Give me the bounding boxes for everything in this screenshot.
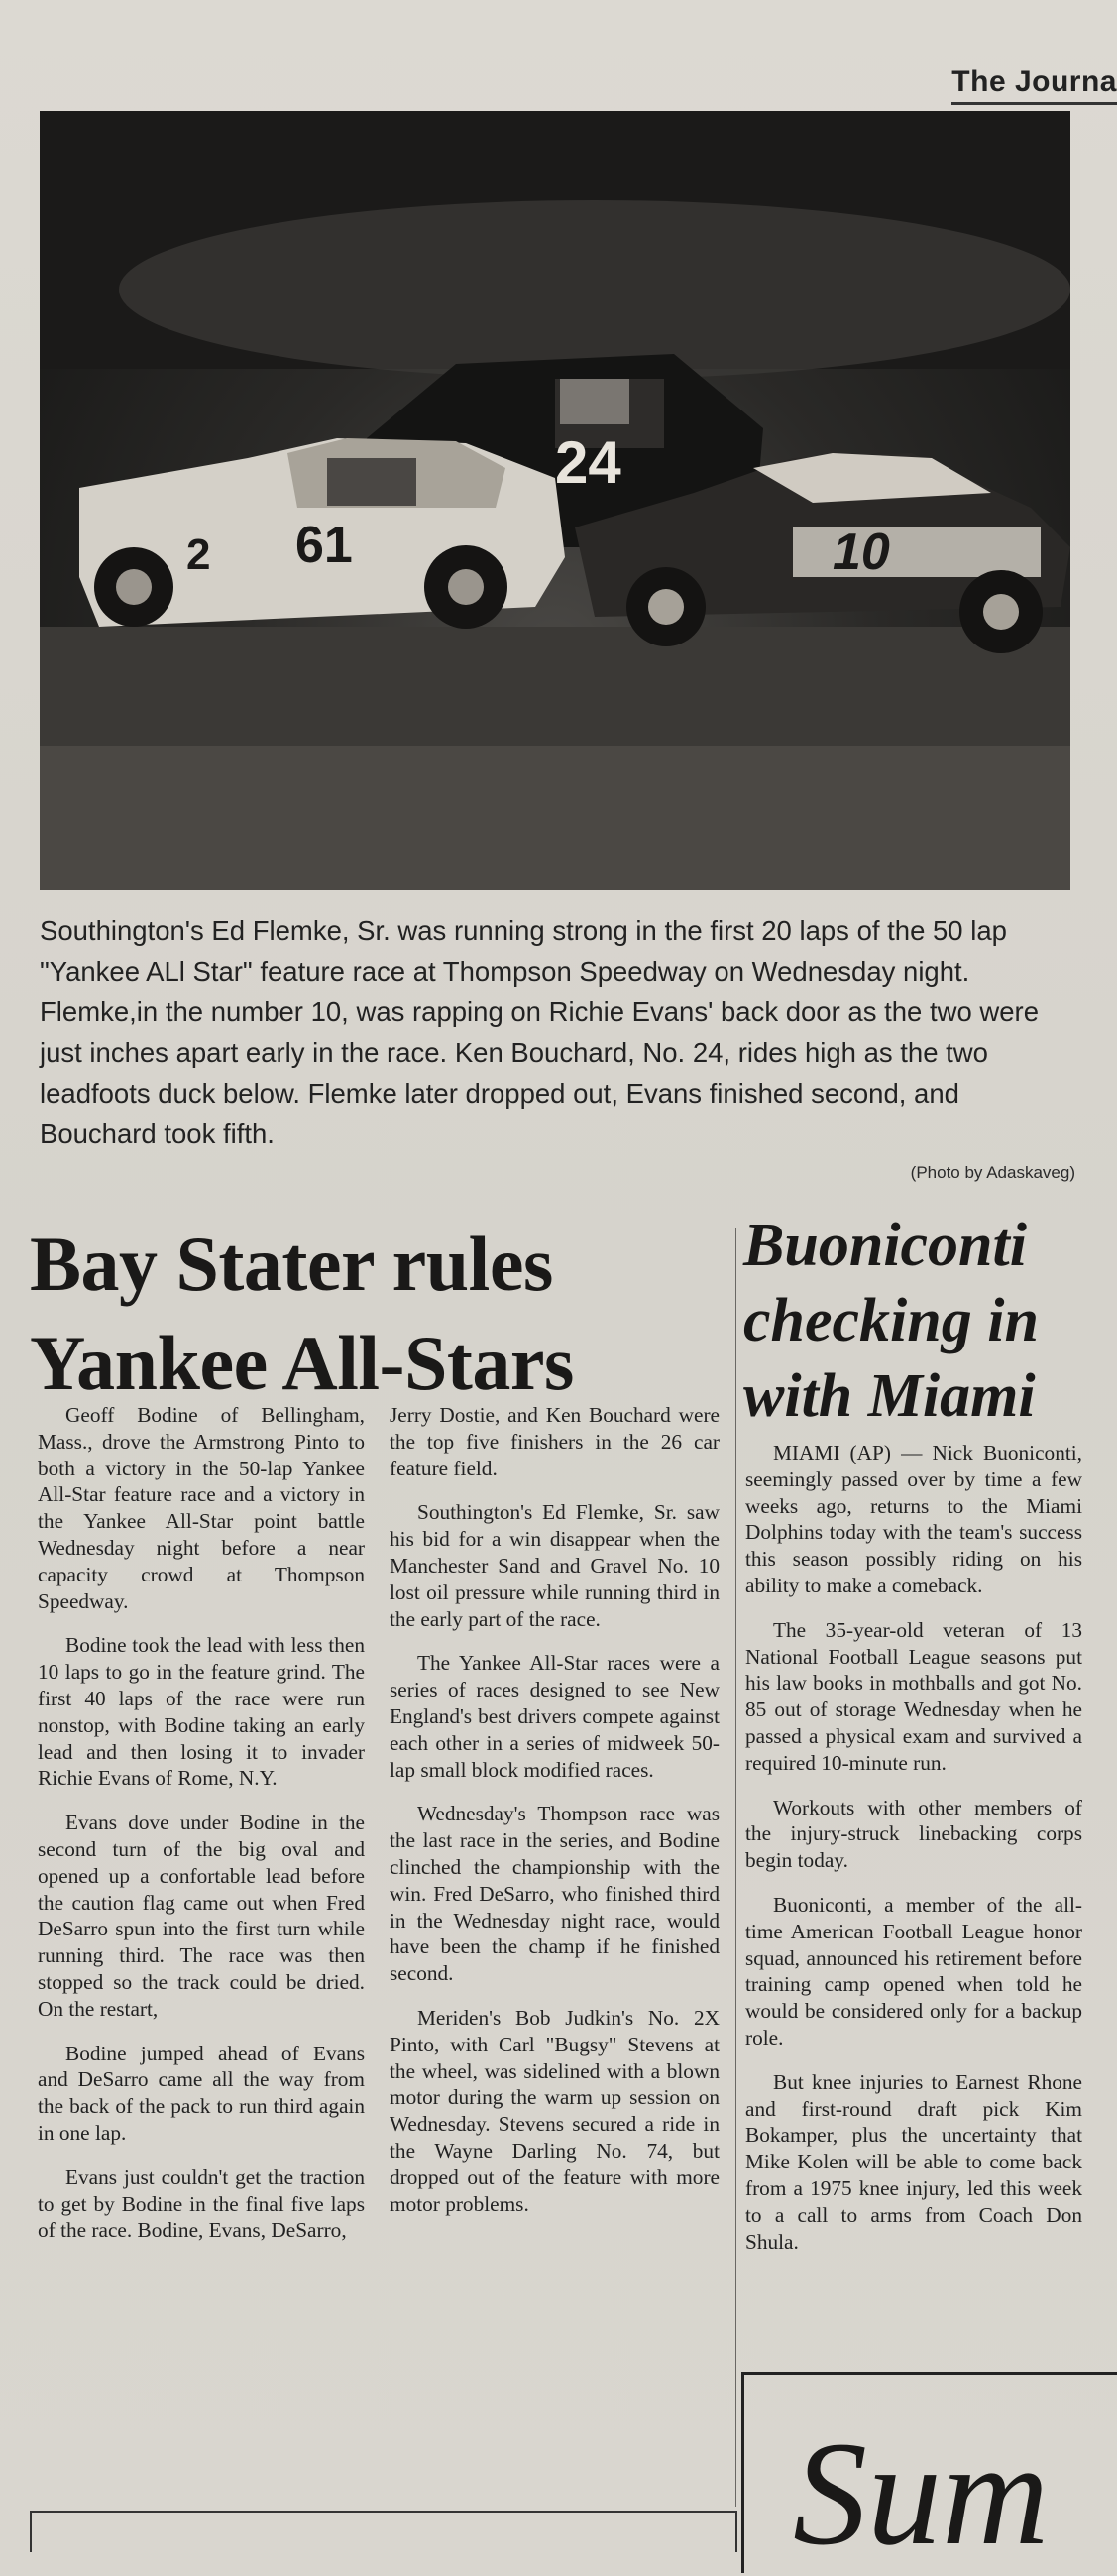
- paragraph: Southington's Ed Flemke, Sr. saw his bid for a win disappear when the Manchester Sand and Gravel No. 10 lost oil pressure while running third in the early part of the race.: [390, 1500, 720, 1631]
- masthead-rule: [951, 102, 1117, 105]
- paragraph: Geoff Bodine of Bellingham, Mass., drove the Armstrong Pinto to both a victory in the 50-lap Yankee All-Star feature race and a victory in the Yankee All-Star point battle Wednesday night before a near capacity crowd at Thompson Speedway.: [38, 1403, 365, 1613]
- paragraph: Bodine took the lead with less then 10 laps to go in the feature grind. The first 40 laps of the race were run nonstop, with Bodine taking an early lead and then losing it to invader Richie Evans of Rome, N.Y.: [38, 1633, 365, 1791]
- paragraph: The 35-year-old veteran of 13 National Football League seasons put his law books in mothballs and got No. 85 out of storage Wednesday when he passed a physical exam and survived a required 10-minute run.: [745, 1617, 1082, 1775]
- paragraph: Wednesday's Thompson race was the last race in the series, and Bodine clinched the championship with the win. Fred DeSarro, who finished third in the Wednesday night race, would have been the champ if he finished second.: [390, 1802, 720, 1986]
- side-story-column: [745, 1440, 1082, 2273]
- paragraph: But knee injuries to Earnest Rhone and first-round draft pick Kim Bokamper, plus the uncertainty that Mike Kolen will be able to come back from a 1975 knee injury, led this week to a call to arms from Coach Don Shula.: [745, 2069, 1082, 2254]
- bottom-border-box: [30, 2511, 737, 2552]
- side-headline-line2: checking in: [743, 1287, 1039, 1354]
- race-photo: [40, 111, 1070, 890]
- main-headline-line1: Bay Stater rules: [30, 1221, 553, 1307]
- main-headline: [30, 1215, 733, 1413]
- side-headline: [743, 1208, 1110, 1434]
- paragraph: Bodine jumped ahead of Evans and DeSarro came all the way from the back of the pack to run third again in one lap.: [38, 2041, 365, 2145]
- photo-caption: Southington's Ed Flemke, Sr. was running strong in the first 20 laps of the 50 lap "Yankee ALl Star" feature race at Thompson Speedway on Wednesday night. Flemke,in the number 10, was rapping on Richie Evans' back door as the two were just inches apart early in the race. Ken Bouchard, No. 24, rides high as the two leadfoots duck below. Flemke later dropped out, Evans finished second, and Bouchard took fifth.: [40, 915, 1039, 1149]
- paragraph: Evans just couldn't get the traction to get by Bodine in the final five laps of the race. Bodine, Evans, DeSarro,: [38, 2165, 365, 2243]
- side-headline-line1: Buoniconti: [743, 1212, 1027, 1279]
- race-photo-drawing: [40, 111, 1070, 890]
- car-number-61: 61: [295, 517, 353, 574]
- car-number-24: 24: [555, 429, 621, 496]
- paragraph: Meriden's Bob Judkin's No. 2X Pinto, with Carl "Bugsy" Stevens at the wheel, was sidelined with a blown motor during the warm up session on Wednesday. Stevens secured a ride in the Wayne Darling No. 74, but dropped out of the feature with more motor problems.: [390, 2005, 720, 2216]
- promo-script-text: Sum: [793, 2411, 1050, 2576]
- paragraph: MIAMI (AP) — Nick Buoniconti, seemingly passed over by time a few weeks ago, returns to the Miami Dolphins today with the team's success this season possibly riding on his ability to make a comeback.: [745, 1441, 1082, 1597]
- car-number-10: 10: [833, 524, 890, 581]
- column-rule: [735, 1228, 736, 2507]
- side-headline-line3: with Miami: [743, 1362, 1036, 1430]
- photo-credit: (Photo by Adaskaveg): [910, 1163, 1075, 1182]
- masthead: The Journa: [951, 65, 1117, 98]
- paragraph: Workouts with other members of the injury-struck linebacking corps begin today.: [745, 1795, 1082, 1873]
- paragraph: Evans dove under Bodine in the second turn of the big oval and opened up a confortable lead before the caution flag came out when Fred DeSarro spun into the first turn while running third. The race was then stopped so the track could be dried. On the restart,: [38, 1811, 365, 2021]
- main-story-column-1: [38, 1402, 365, 2262]
- car-number-2: 2: [186, 530, 211, 579]
- paragraph: Buoniconti, a member of the all-time American Football League honor squad, announced his retirement before training camp opened when told he would be considered only for a backup role.: [745, 1892, 1082, 2049]
- main-story-column-2: [390, 1402, 720, 2235]
- main-headline-line2: Yankee All-Stars: [30, 1320, 574, 1406]
- paragraph: The Yankee All-Star races were a series of races designed to see New England's best drivers compete against each other in a series of midweek 50-lap small block modified races.: [390, 1651, 720, 1782]
- paragraph: Jerry Dostie, and Ken Bouchard were the top five finishers in the 26 car feature field.: [390, 1403, 720, 1480]
